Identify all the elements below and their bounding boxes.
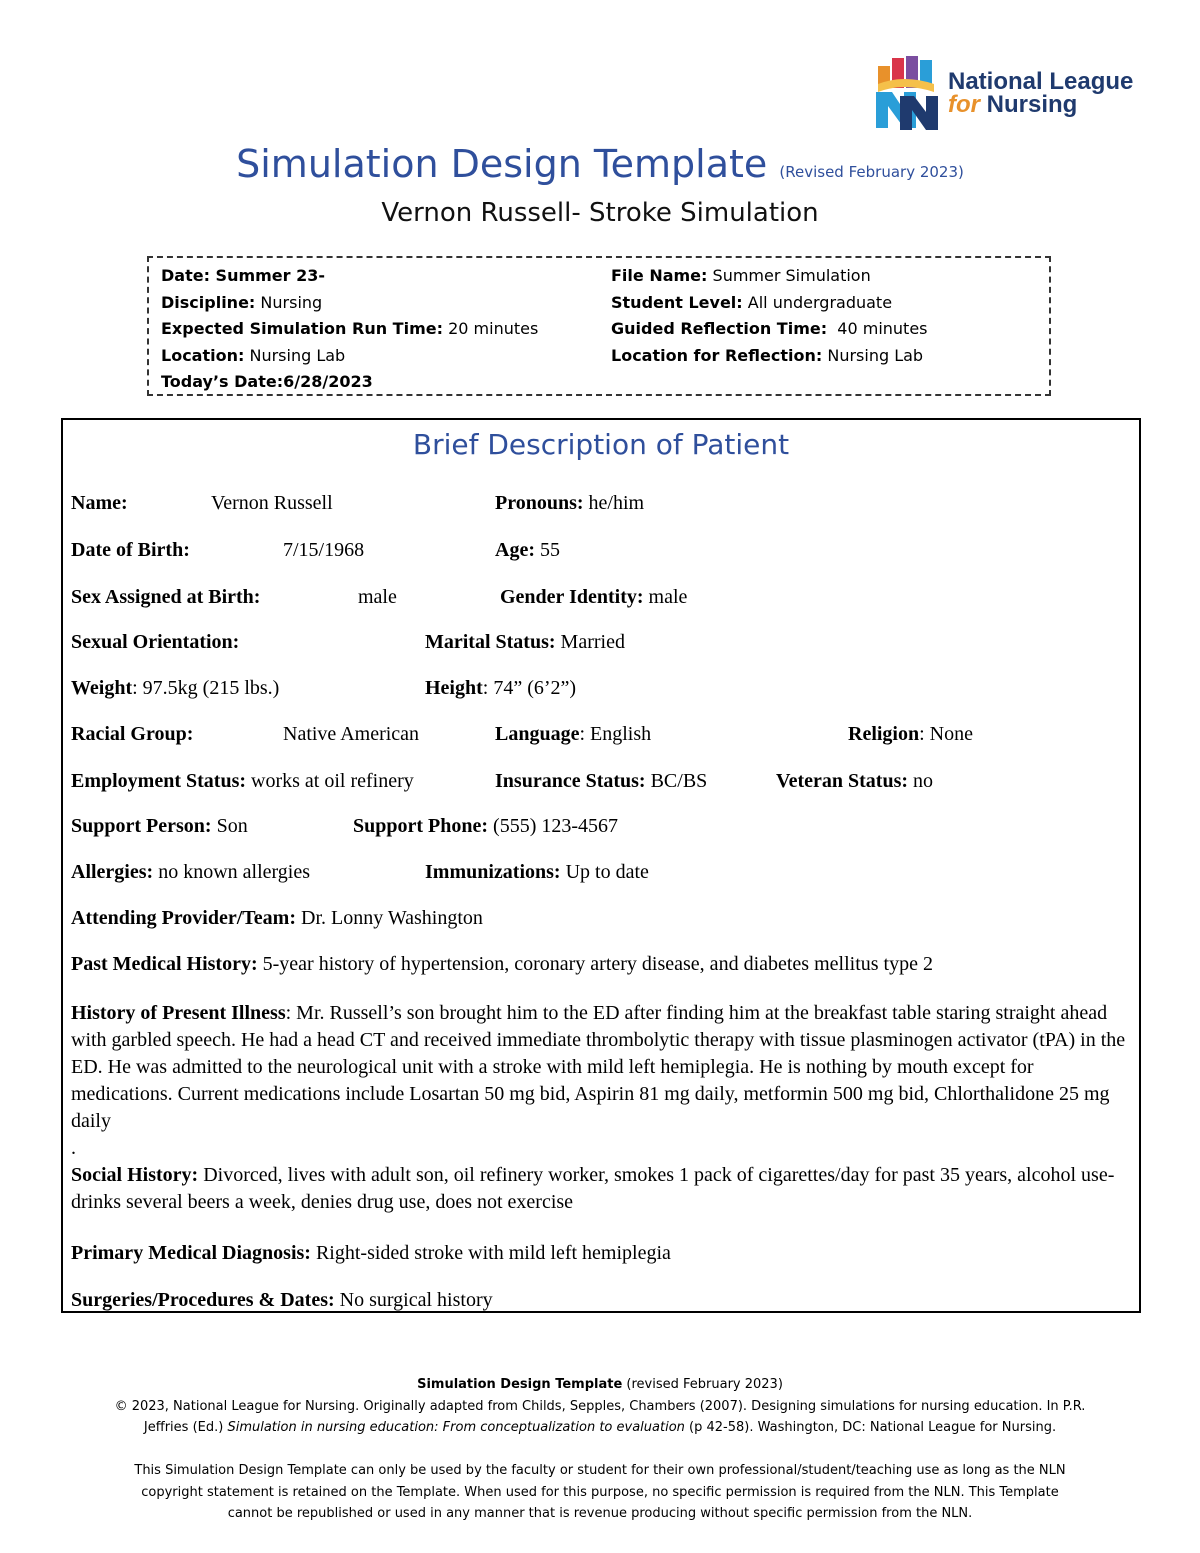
simulation-info-box — [147, 256, 1051, 396]
dob-value: 7/15/1968 — [283, 539, 365, 561]
today-date: Today’s Date:6/28/2023 — [161, 372, 373, 391]
reflection-label: Guided Reflection Time: — [611, 319, 828, 338]
veteran-field: Veteran Status: no — [776, 770, 934, 792]
age-field: Age: 55 — [495, 539, 560, 561]
support-field: Support Person: Son — [71, 815, 248, 837]
pmh-field: Past Medical History: 5-year history of hypertension, coronary artery disease, and diabetes mellitus type 2 — [71, 953, 933, 975]
allergies-field: Allergies: no known allergies — [71, 861, 311, 883]
footer-book-title: Simulation in nursing education: From conceptualization to evaluation — [227, 1420, 685, 1435]
gender-field: Gender Identity: male — [500, 586, 688, 608]
location-label: Location: — [161, 345, 245, 365]
date-label: Date: Summer 23- — [161, 266, 326, 285]
sex-field: Sex Assigned at Birth: — [71, 586, 261, 608]
discipline-label: Discipline: — [161, 292, 256, 312]
title-text: Simulation Design Template — [236, 142, 768, 186]
refloc-value: Nursing Lab — [827, 345, 924, 365]
footer-revised: (revised February 2023) — [622, 1377, 783, 1392]
footer-publisher: (p 42-58). Washington, DC: National League for Nursing. — [684, 1420, 1057, 1435]
discipline-value: Nursing — [260, 292, 323, 312]
orientation-field: Sexual Orientation: — [71, 631, 240, 653]
diagnosis-field: Primary Medical Diagnosis: Right-sided stroke with mild left hemiplegia — [71, 1242, 671, 1264]
name-field: Name: — [71, 492, 128, 514]
patient-heading: Brief Description of Patient — [412, 428, 790, 461]
logo-for: for — [948, 91, 980, 118]
marital-field: Marital Status: Married — [425, 631, 625, 653]
phone-field: Support Phone: (555) 123-4567 — [353, 815, 619, 837]
refloc-label: Location for Reflection: — [611, 345, 823, 365]
hpi-trailing-dot: . — [71, 1137, 76, 1159]
insurance-field: Insurance Status: BC/BS — [495, 770, 708, 792]
level-label: Student Level: — [611, 292, 743, 312]
patient-description-box — [61, 418, 1141, 1313]
footer-citation — [0, 1374, 1200, 1439]
sex-value: male — [358, 586, 397, 608]
notice-line-1: This Simulation Design Template can only be used by the faculty or student for their own professional/student/teaching use as long as the NLN — [134, 1463, 1066, 1478]
social-field: Social History: Divorced, lives with adult son, oil refinery worker, smokes 1 pack of cigarettes/day for past 35 years, alcohol use-drinks several beers a week, denies drug use, does not exercise — [71, 1164, 1115, 1213]
logo-wordmark — [948, 70, 1133, 116]
religion-field: Religion: None — [848, 723, 974, 745]
runtime-value: 20 minutes — [448, 319, 539, 338]
filename-value: Summer Simulation — [712, 266, 871, 285]
page-title — [0, 142, 1200, 186]
name-value: Vernon Russell — [211, 492, 333, 514]
race-field: Racial Group: — [71, 723, 194, 745]
runtime-label: Expected Simulation Run Time: — [161, 319, 443, 338]
info-left-column — [161, 263, 538, 396]
logo-nursing: Nursing — [986, 91, 1078, 118]
immunizations-field: Immunizations: Up to date — [425, 861, 649, 883]
race-value: Native American — [283, 723, 420, 745]
footer-title: Simulation Design Template — [417, 1377, 623, 1392]
location-value: Nursing Lab — [249, 345, 346, 365]
reflection-value: 40 minutes — [837, 319, 928, 338]
notice-line-3: cannot be republished or used in any manner that is revenue producing without specific permission from the NLN. — [227, 1506, 973, 1521]
revised-note: (Revised February 2023) — [779, 163, 964, 181]
surgeries-field: Surgeries/Procedures & Dates: No surgical history — [71, 1289, 493, 1311]
footer-notice — [0, 1460, 1200, 1525]
notice-line-2: copyright statement is retained on the Template. When used for this purpose, no specific permission is required from the NLN. This Template — [141, 1484, 1059, 1500]
height-field: Height: 74” (6’2”) — [425, 677, 577, 699]
provider-field: Attending Provider/Team: Dr. Lonny Washington — [71, 907, 483, 929]
filename-label: File Name: — [611, 266, 708, 285]
language-field: Language: English — [495, 723, 652, 745]
hpi-field: History of Present Illness: Mr. Russell’s son brought him to the ED after finding him at the breakfast table staring straight ahead with garbled speech. He had a head CT and received immediate thrombolytic therapy with tissue plasminogen activator (tPA) in the ED. He was admitted to the neurological unit with a stroke with mild left hemiplegia. He is nothing by mouth except for medications. Current medications include Losartan 50 mg bid, Aspirin 81 mg daily, metformin 500 mg bid, Chlorthalidone 25 mg daily . — [71, 1002, 1126, 1159]
footer-jeffries: Jeffries (Ed.) — [143, 1420, 228, 1435]
pronouns-field: Pronouns: he/him — [495, 492, 645, 514]
employment-field: Employment Status: works at oil refinery — [71, 770, 414, 792]
info-right-column — [611, 263, 928, 369]
logo-line1: National League — [948, 68, 1134, 95]
footer-copyright: © 2023, National League for Nursing. Originally adapted from Childs, Sepples, Chambers (2007). Designing simulations for nursing education. In P.R. — [114, 1398, 1086, 1414]
dob-field: Date of Birth: — [71, 539, 190, 561]
level-value: All undergraduate — [747, 292, 893, 312]
page-subtitle: Vernon Russell- Stroke Simulation — [381, 198, 819, 228]
weight-field: Weight: 97.5kg (215 lbs.) — [71, 677, 280, 699]
